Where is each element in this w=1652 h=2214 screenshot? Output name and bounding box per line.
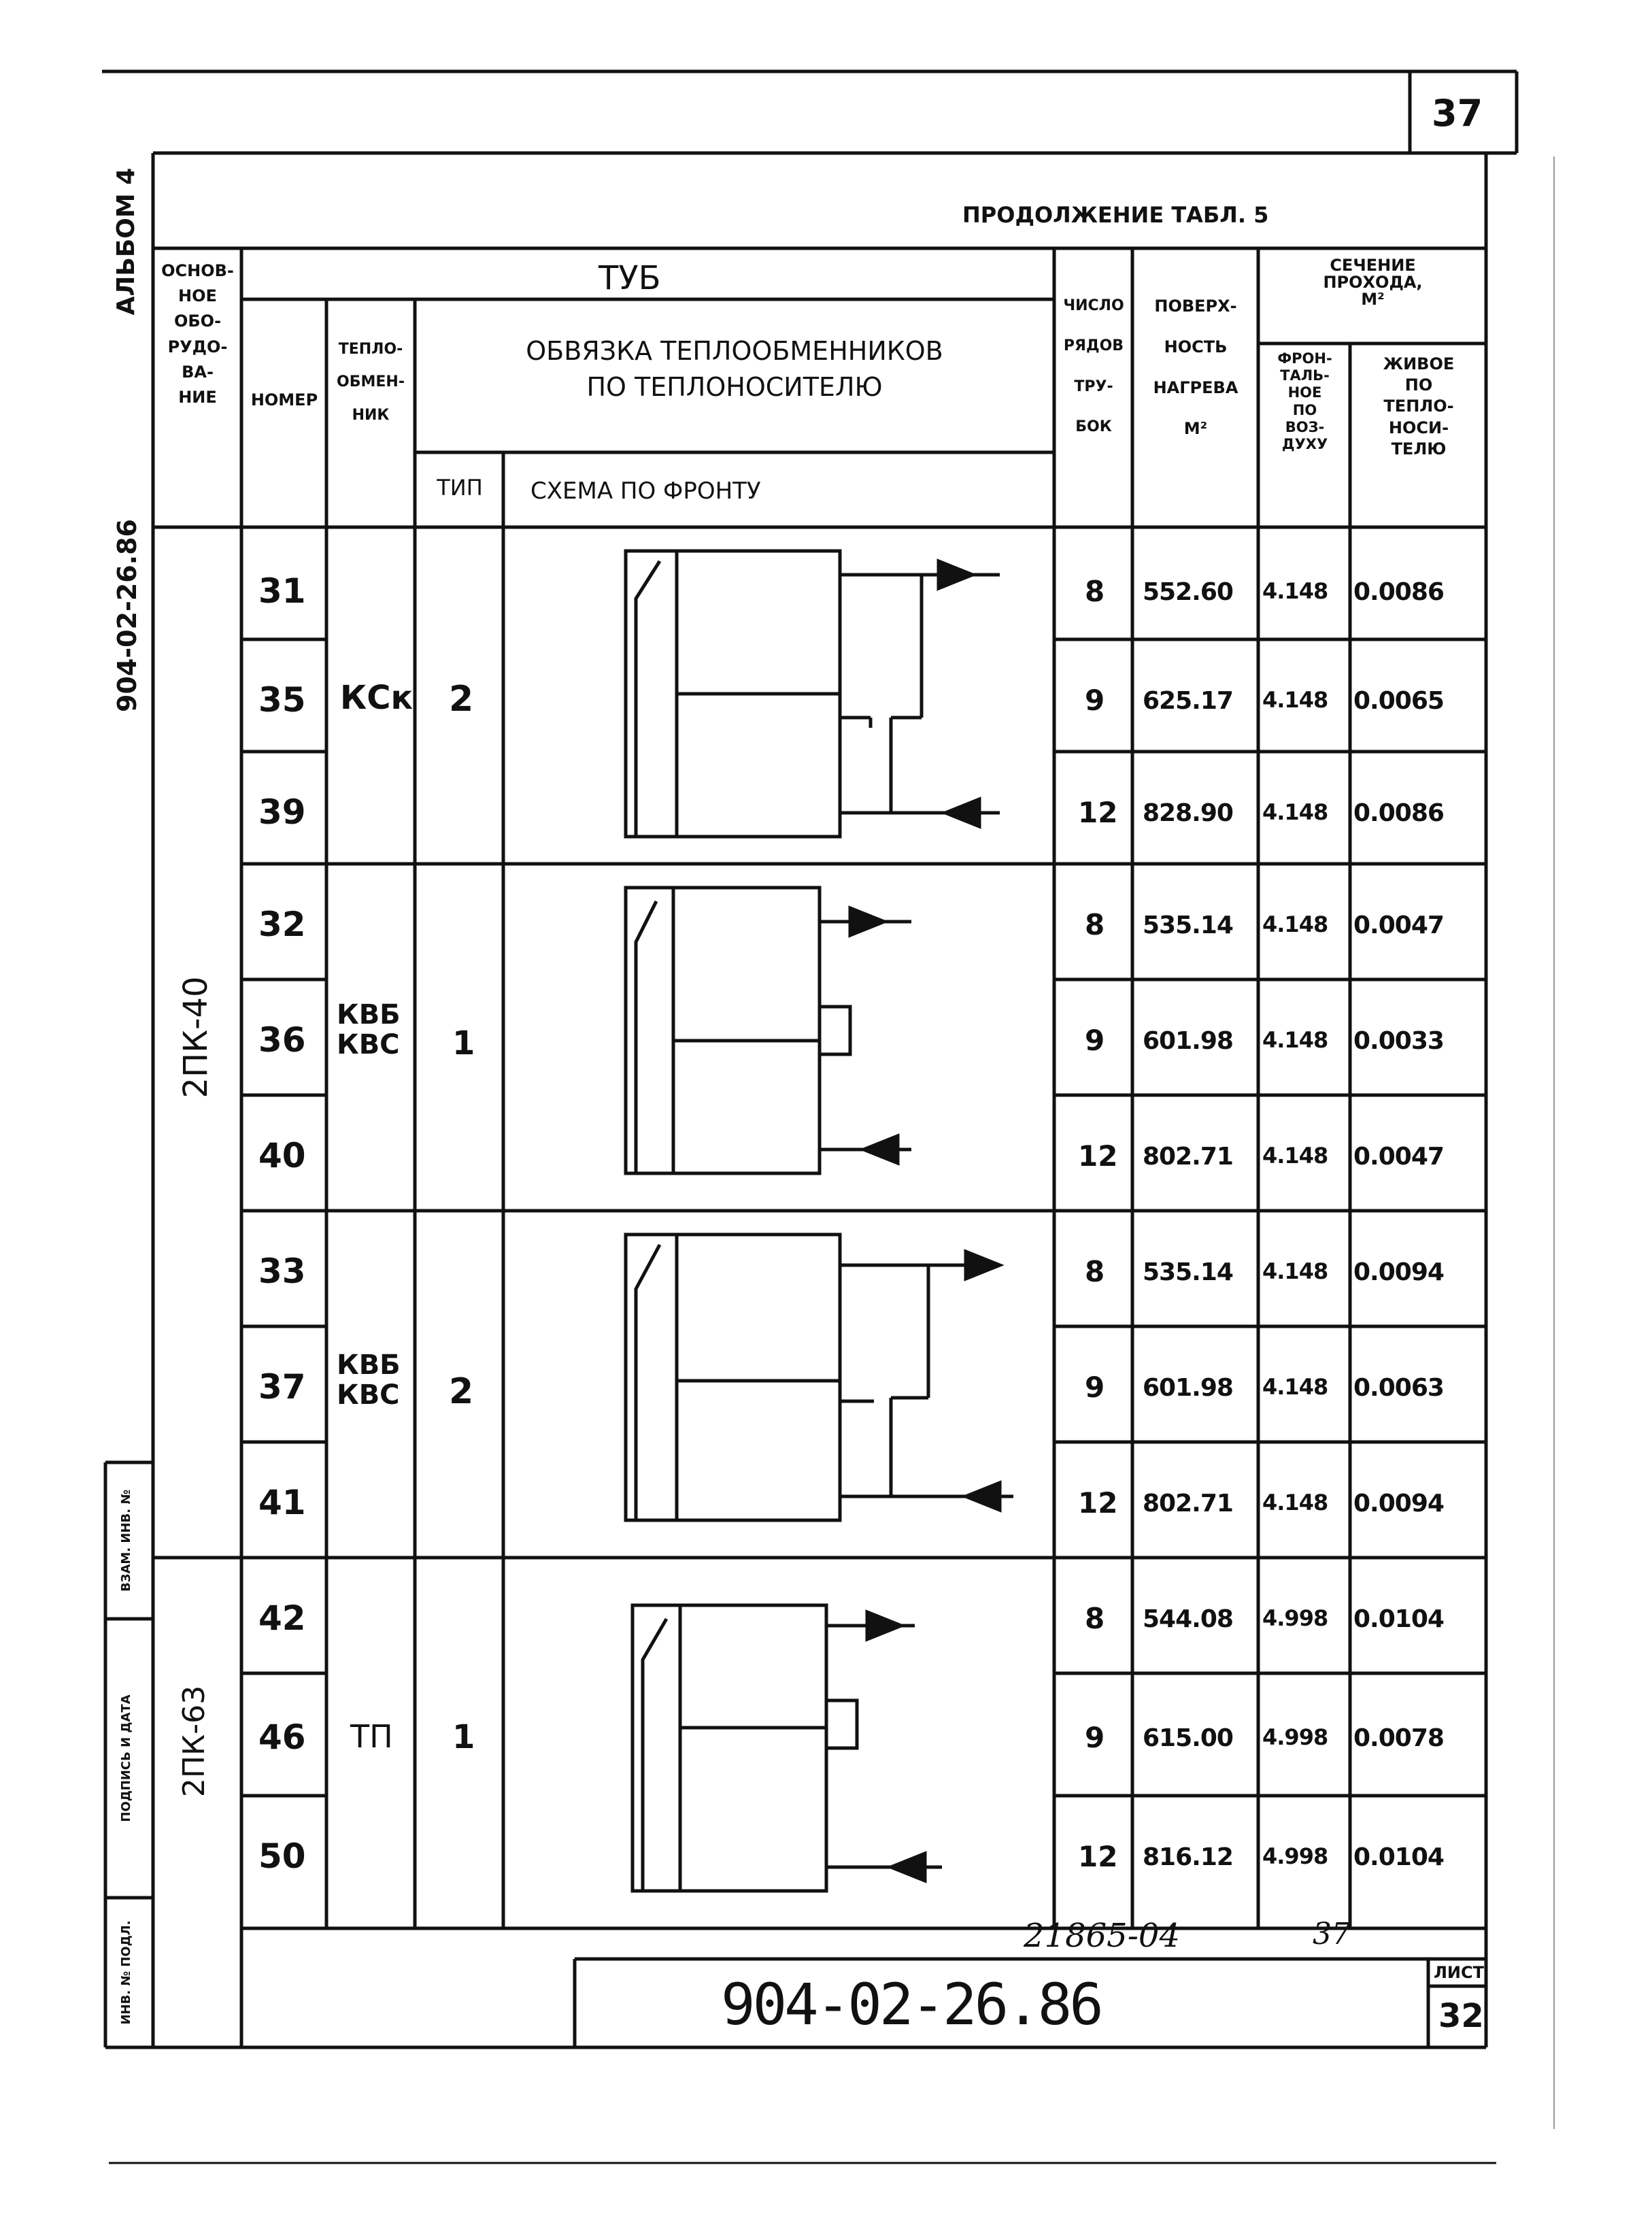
type-3: 2 [449, 1371, 474, 1412]
heat-exchanger-4: ТП [350, 1718, 393, 1755]
header-tip: ТИП [437, 475, 483, 501]
side-stamp-replace: ВЗАМ. ИНВ. № [119, 1489, 133, 1592]
header-main-equipment: ОСНОВ- НОЕ ОБО- РУДО- ВА- НИЕ [161, 261, 234, 407]
row-4-tube-rows: 8 [1085, 908, 1105, 941]
table-continuation: ПРОДОЛЖЕНИЕ ТАБЛ. 5 [962, 202, 1269, 228]
row-1-front: 4.148 [1262, 578, 1328, 604]
row-2-front: 4.148 [1262, 687, 1328, 713]
handwritten-number: 21865-04 [1024, 1917, 1180, 1955]
row-1-live: 0.0086 [1353, 578, 1444, 606]
header-heat-exchanger: ТЕПЛО- ОБМЕН- НИК [337, 341, 405, 424]
row-9-front: 4.148 [1262, 1490, 1328, 1515]
row-8-nomer: 37 [258, 1367, 306, 1407]
row-7-surface: 535.14 [1143, 1258, 1233, 1286]
side-stamp-signature: ПОДПИСЬ И ДАТА [119, 1694, 133, 1822]
row-4-front: 4.148 [1262, 911, 1328, 937]
sheet-number: 32 [1438, 1997, 1484, 2035]
header-live-coolant: ЖИВОЕ ПО ТЕПЛО- НОСИ- ТЕЛЮ [1383, 354, 1455, 458]
row-7-front: 4.148 [1262, 1258, 1328, 1284]
row-3-surface: 828.90 [1143, 799, 1233, 827]
row-7-nomer: 33 [258, 1252, 306, 1291]
equipment-group-2pk40: 2ПК-40 [177, 976, 215, 1098]
heat-exchanger-3: КВБ КВС [337, 1349, 401, 1411]
row-5-front: 4.148 [1262, 1027, 1328, 1053]
row-6-live: 0.0047 [1353, 1143, 1444, 1171]
schematic-2 [626, 888, 911, 1173]
side-stamp-inv: ИНВ. № ПОДЛ. [119, 1920, 133, 2025]
sheet-label: ЛИСТ [1434, 1963, 1485, 1982]
row-12-nomer: 50 [258, 1836, 306, 1876]
row-4-surface: 535.14 [1143, 911, 1233, 939]
row-3-tube-rows: 12 [1078, 796, 1118, 829]
side-doc-code: 904-02-26.86 [112, 519, 142, 712]
row-2-tube-rows: 9 [1085, 684, 1105, 717]
row-1-nomer: 31 [258, 571, 306, 611]
handwritten-page: 37 [1313, 1917, 1351, 1951]
type-1: 2 [449, 679, 474, 720]
row-7-tube-rows: 8 [1085, 1255, 1105, 1288]
row-11-nomer: 46 [258, 1717, 306, 1757]
row-8-live: 0.0063 [1353, 1374, 1444, 1402]
row-5-nomer: 36 [258, 1020, 306, 1060]
schematic-1 [626, 551, 1000, 837]
heat-exchanger-1: КСк [340, 679, 414, 717]
row-10-nomer: 42 [258, 1598, 306, 1638]
row-1-surface: 552.60 [1143, 578, 1233, 606]
row-8-tube-rows: 9 [1085, 1371, 1105, 1404]
row-12-surface: 816.12 [1143, 1843, 1233, 1871]
row-5-surface: 601.98 [1143, 1027, 1233, 1055]
row-12-live: 0.0104 [1353, 1843, 1444, 1871]
header-scheme: СХЕМА ПО ФРОНТУ [530, 477, 761, 505]
row-8-front: 4.148 [1262, 1374, 1328, 1400]
row-3-nomer: 39 [258, 792, 306, 832]
row-6-nomer: 40 [258, 1136, 306, 1175]
header-tub: ТУБ [599, 259, 661, 297]
row-10-live: 0.0104 [1353, 1605, 1444, 1633]
header-section: СЕЧЕНИЕ ПРОХОДА, М² [1323, 256, 1423, 309]
row-5-tube-rows: 9 [1085, 1024, 1105, 1057]
row-12-tube-rows: 12 [1078, 1840, 1118, 1873]
header-nomer: НОМЕР [250, 390, 318, 409]
row-11-front: 4.998 [1262, 1724, 1328, 1750]
type-4: 1 [452, 1718, 475, 1756]
row-4-live: 0.0047 [1353, 911, 1444, 939]
album-label: АЛЬБОМ 4 [112, 167, 140, 316]
equipment-group-2pk63: 2ПК-63 [177, 1685, 212, 1798]
row-11-live: 0.0078 [1353, 1724, 1444, 1752]
row-3-front: 4.148 [1262, 799, 1328, 825]
row-10-front: 4.998 [1262, 1605, 1328, 1631]
type-2: 1 [452, 1024, 475, 1062]
row-7-live: 0.0094 [1353, 1258, 1444, 1286]
row-1-tube-rows: 8 [1085, 575, 1105, 608]
row-9-tube-rows: 12 [1078, 1486, 1118, 1520]
header-frontal-air: ФРОН- ТАЛЬ- НОЕ ПО ВОЗ- ДУХУ [1277, 350, 1332, 452]
row-2-live: 0.0065 [1353, 687, 1444, 715]
row-9-surface: 802.71 [1143, 1490, 1233, 1517]
row-12-front: 4.998 [1262, 1843, 1328, 1869]
schematic-3 [626, 1235, 1013, 1520]
row-2-nomer: 35 [258, 680, 306, 720]
row-11-tube-rows: 9 [1085, 1721, 1105, 1754]
row-4-nomer: 32 [258, 905, 306, 944]
stamp-code: 904-02-26.86 [721, 1971, 1101, 2038]
row-10-surface: 544.08 [1143, 1605, 1233, 1633]
row-11-surface: 615.00 [1143, 1724, 1233, 1752]
row-9-live: 0.0094 [1353, 1490, 1444, 1517]
row-2-surface: 625.17 [1143, 687, 1233, 715]
row-6-front: 4.148 [1262, 1143, 1328, 1169]
row-8-surface: 601.98 [1143, 1374, 1233, 1402]
row-6-surface: 802.71 [1143, 1143, 1233, 1171]
row-10-tube-rows: 8 [1085, 1602, 1105, 1635]
heat-exchanger-2: КВБ КВС [337, 999, 401, 1060]
row-3-live: 0.0086 [1353, 799, 1444, 827]
header-piping: ОБВЯЗКА ТЕПЛООБМЕННИКОВ ПО ТЕПЛОНОСИТЕЛЮ [526, 336, 943, 403]
row-6-tube-rows: 12 [1078, 1139, 1118, 1173]
row-5-live: 0.0033 [1353, 1027, 1444, 1055]
header-surface: ПОВЕРХ- НОСТЬ НАГРЕВА М² [1153, 297, 1238, 438]
schematic-4 [633, 1605, 942, 1891]
page-number: 37 [1432, 92, 1483, 135]
row-9-nomer: 41 [258, 1483, 306, 1522]
header-tube-rows: ЧИСЛО РЯДОВ ТРУ- БОК [1063, 297, 1124, 436]
